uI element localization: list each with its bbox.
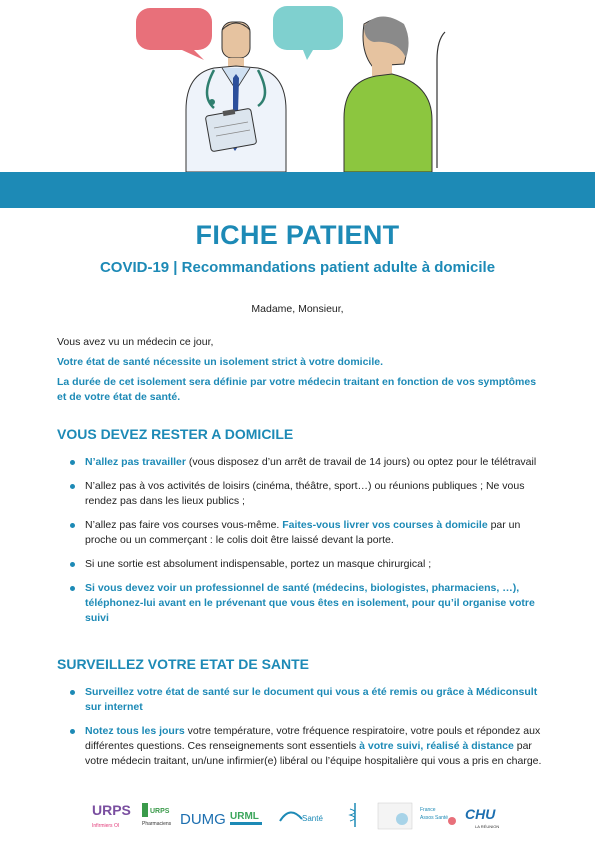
bullet-text: Si une sortie est absolument indispensable, portez un masque chirurgical ; <box>85 558 432 570</box>
salutation: Madame, Monsieur, <box>251 303 344 315</box>
bullet-text: votre température, votre fréquence respiratoire, votre pouls et répondez aux différentes questions. Ces renseignements sont essentiels <box>85 725 541 752</box>
list-item <box>57 685 543 715</box>
logo-chu <box>465 806 499 829</box>
bullet-text: N’allez pas à vos activités de loisirs (cinéma, théâtre, sport…) ou réunions publiques ; Ne vous rendez pas dans les lieux publics ; <box>85 480 525 507</box>
svg-text:CHU: CHU <box>465 806 496 822</box>
isolation-notice: Votre état de santé nécessite un isolement strict à votre domicile. <box>57 356 383 368</box>
list-item <box>57 479 543 509</box>
bullet-text: (vous disposez d’un arrêt de travail de 14 jours) ou optez pour le télétravail <box>185 456 537 468</box>
svg-text:Pharmaciens: Pharmaciens <box>142 821 172 827</box>
logo-medical-symbol <box>350 803 355 827</box>
svg-text:Assos Santé: Assos Santé <box>420 815 449 821</box>
list-item <box>57 518 543 548</box>
intro-text: Vous avez vu un médecin ce jour, <box>57 336 214 348</box>
bullet-text: par un proche ou un commerçant : le colis doit être laissé devant la porte. <box>85 519 521 546</box>
page-subtitle: COVID-19 | Recommandations patient adulte à domicile <box>99 259 496 276</box>
bullet-text: par votre médecin traitant, un/une infirmier(e) libéral ou l’équipe hospitalière qui vous a pris en charge. <box>85 740 542 767</box>
bullet-bold: à votre suivi, réalisé à distance <box>359 740 514 752</box>
logo-dumg: DUMG <box>180 811 226 828</box>
list-item <box>57 455 543 470</box>
page-title: FICHE PATIENT <box>195 220 400 250</box>
bullet-bold: Si vous devez voir un professionnel de santé (médecins, biologistes, pharmaciens, …), téléphonez-lui avant en le prévenant que vous êtes en isolement, pour qu’il organise votre suivi <box>85 582 535 624</box>
svg-text:Infirmiers OI: Infirmiers OI <box>92 823 120 829</box>
list-item <box>57 724 543 769</box>
speech-bubble-left <box>136 8 212 60</box>
svg-text:France: France <box>420 807 436 813</box>
monitor-list <box>57 685 543 778</box>
logo-urml <box>230 811 262 825</box>
bullet-bold: Faites-vous livrer vos courses à domicile <box>282 519 488 531</box>
bullet-bold: Surveillez votre état de santé sur le document qui vous a été remis ou grâce à Médiconsult sur internet <box>85 686 538 713</box>
bullet-bold: N’allez pas travailler <box>85 456 186 468</box>
patient-figure <box>344 16 432 172</box>
svg-text:URML: URML <box>230 811 259 822</box>
logo-federation <box>378 803 412 829</box>
svg-text:Santé: Santé <box>302 814 323 823</box>
stay-home-list <box>57 455 543 635</box>
logo-urps-infirmiers <box>92 802 131 829</box>
isolation-duration: La durée de cet isolement sera définie par votre médecin traitant en fonction de vos symptômes et de votre état de santé. <box>57 376 537 403</box>
list-item <box>57 581 543 626</box>
logo-urps-pharmaciens <box>142 803 172 827</box>
logo-france-assos-sante <box>420 807 456 825</box>
svg-text:LA RÉUNION: LA RÉUNION <box>475 824 500 829</box>
section-heading-stay-home: VOUS DEVEZ RESTER A DOMICILE <box>57 426 294 442</box>
list-item <box>57 557 543 572</box>
bullet-bold: Notez tous les jours <box>85 725 185 737</box>
section-heading-monitor: SURVEILLEZ VOTRE ETAT DE SANTE <box>57 656 310 672</box>
speech-bubble-right <box>273 6 343 60</box>
bullet-text: N’allez pas faire vos courses vous-même. <box>85 519 283 531</box>
partner-logos <box>80 797 515 833</box>
header-band <box>0 172 595 208</box>
svg-text:URPS: URPS <box>150 808 170 815</box>
svg-text:URPS: URPS <box>92 802 131 818</box>
logo-sante <box>280 812 323 823</box>
